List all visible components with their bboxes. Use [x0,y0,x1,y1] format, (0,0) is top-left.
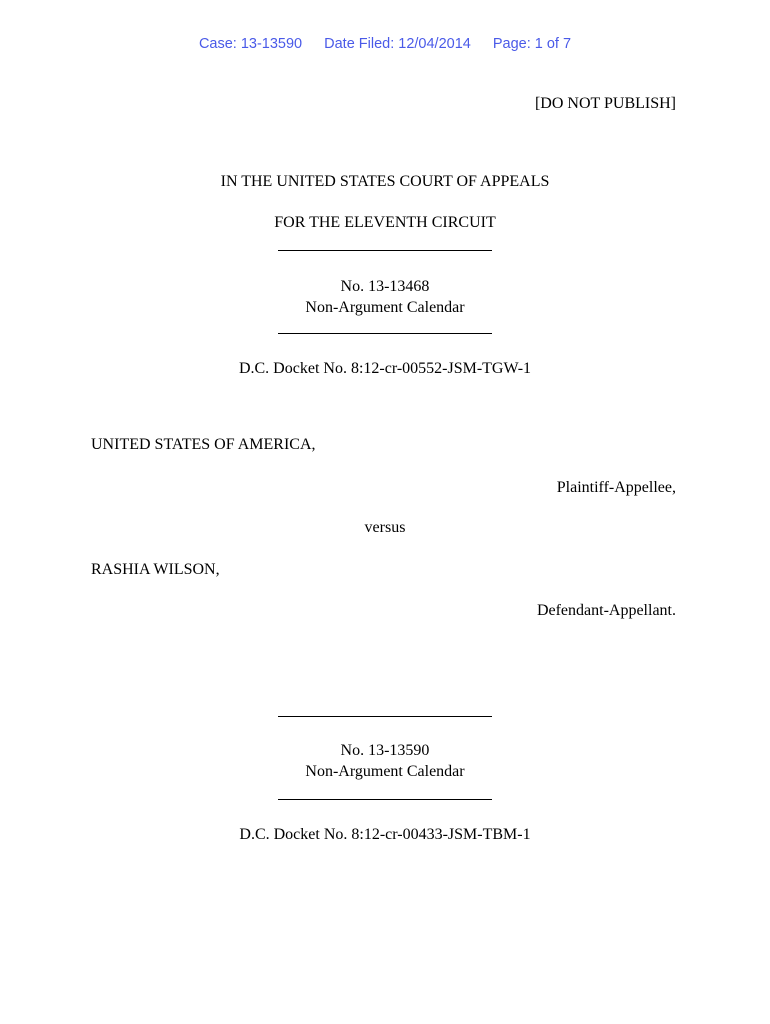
case2-calendar: Non-Argument Calendar [305,763,465,780]
case2-docket: D.C. Docket No. 8:12-cr-00433-JSM-TBM-1 [239,826,531,843]
plaintiff-name: UNITED STATES OF AMERICA, [91,436,316,453]
case1-docket: D.C. Docket No. 8:12-cr-00552-JSM-TGW-1 [238,360,532,377]
case1-calendar: Non-Argument Calendar [305,299,465,316]
plaintiff-role: Plaintiff-Appellee, [556,479,676,496]
page-count-stamp: Page: 1 of 7 [492,36,572,52]
case-number-stamp: Case: 13-13590 [198,36,303,52]
date-filed-stamp: Date Filed: 12/04/2014 [324,36,471,52]
court-title-line1: IN THE UNITED STATES COURT OF APPEALS [220,173,550,190]
publish-note: [DO NOT PUBLISH] [534,95,676,112]
court-title-line2: FOR THE ELEVENTH CIRCUIT [274,214,496,231]
separator-rule [278,716,492,717]
separator-rule [278,250,492,251]
separator-rule [278,333,492,334]
case2-number: No. 13-13590 [340,742,430,759]
separator-rule [278,799,492,800]
defendant-name: RASHIA WILSON, [91,561,220,578]
versus-label: versus [364,519,406,536]
filing-stamp [0,36,770,52]
defendant-role: Defendant-Appellant. [536,602,676,619]
case1-number: No. 13-13468 [340,278,430,295]
